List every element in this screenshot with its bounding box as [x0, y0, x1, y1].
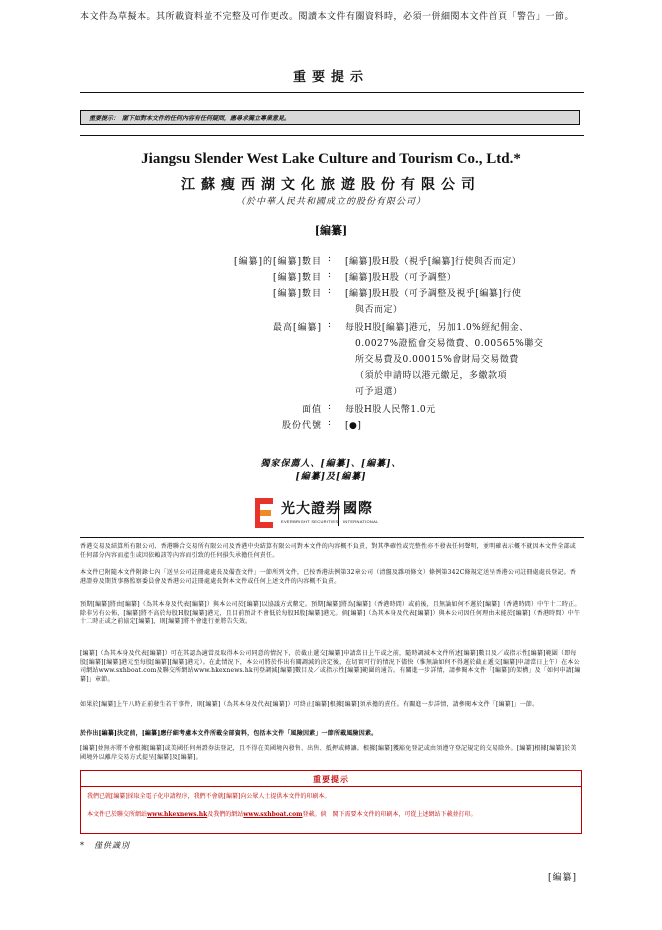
disclaimer-paragraph: 香港交易及結算所有限公司、香港聯合交易所有限公司及香港中央結算有限公司對本文件的內容概不負責，對其準確性或完整性亦不發表任何聲明，並明確表示概不就因本文件全部或任何部分內容而產生或因依賴該等內容而引致的任何損失承擔任何責任。 — [80, 543, 577, 559]
offer-row — [0, 402, 662, 418]
notice-text: 本文件已於聯交所網站 — [87, 811, 148, 818]
notice-text: 及我們的網站 — [207, 811, 244, 818]
offer-row-colon: : — [328, 254, 332, 264]
offer-row-value-line: （須於申請時以港元繳足，多繳款項 — [355, 371, 508, 381]
offer-row-colon: : — [328, 270, 332, 280]
offer-row-label: [編纂]數目 — [272, 273, 322, 283]
us-securities-paragraph: [編纂]並無亦將不會根據[編纂]或美國任何州證券法登記，且不得在美國境內發售、出售、抵押或轉讓。根據[編纂]獲豁免登記或由須遵守登記規定的交易除外。[編纂]根據[編纂]於美國境外以離岸交易方式提呈[編纂]及[編纂]。 — [80, 745, 577, 761]
offer-row — [0, 418, 662, 434]
sole-sponsor-heading — [0, 458, 662, 484]
offer-row-value-line: [編纂]股H股（視乎[編纂]行使與否而定） — [345, 257, 522, 267]
offer-row-value-line: 與否而定） — [355, 305, 403, 315]
logo-english-text: EVERBRIGHT SECURITIES — [281, 519, 339, 524]
offer-row-label: 面值 — [301, 405, 322, 415]
offer-row-value — [345, 270, 590, 286]
logo-divider — [338, 500, 339, 526]
identification-footnote: * 僅供識別 — [80, 841, 130, 850]
notice-title: 重要提示 — [313, 774, 349, 784]
offer-row-value-line: [●] — [345, 421, 362, 431]
termination-paragraph: 如果於[編纂]上午八時正前發生若干事件，則[編纂]（為其本身及代表[編纂]）可終止[編纂]根據[編纂]須承擔的責任。有關進一步詳情，請參閱本文件「[編纂]」一節。 — [80, 701, 539, 708]
logo-chinese-text: 光大證券 — [281, 501, 341, 517]
offer-row-value — [345, 402, 590, 418]
pricing-paragraph: 預期[編纂]將由[編纂]（為其本身及代表[編纂]）與本公司於[編纂]以協議方式釐定。預期[編纂]將為[編纂]（香港時間）或前後，且無論如何不遲於[編纂]（香港時間）中午十二時正。除非另有公佈，[編纂]將不高於每股H股[編纂]港元，且目前預計不會低於每股H股[編纂]港元。倘[編纂]（為其本身及代表[編纂]）與本公司因任何理由未能於[編纂]（香港時間）中午十二時正或之前協定[編纂]，則[編纂]將不會進行並將告失效。 — [80, 601, 581, 625]
company-website-link[interactable]: www.sxhboat.com — [243, 811, 303, 818]
logo-english-text-international: INTERNATIONAL — [343, 519, 379, 524]
offer-row-value — [345, 320, 590, 400]
company-incorporation-note: （於中華人民共和國成立的股份有限公司） — [235, 197, 426, 207]
risk-factors-paragraph: 於作出[編纂]決定前，[編纂]應仔細考慮本文件所載全部資料，包括本文件「風險因素」一節所載風險因素。 — [80, 730, 378, 737]
offer-row-label: 最高[編纂] — [272, 323, 322, 333]
offer-row-label: [編纂]數目 — [272, 289, 322, 299]
offer-row-colon: : — [328, 286, 332, 296]
electronic-application-notice — [80, 770, 582, 834]
logo-chinese-text-international: 國際 — [343, 501, 373, 517]
offer-row-value-line: 每股H股人民幣1.0元 — [345, 405, 436, 415]
hkexnews-link[interactable]: www.hkexnews.hk — [147, 811, 208, 818]
important-warning-box: 重要提示： 閣下如對本文件的任何內容有任何疑問，應尋求獨立專業意見。 — [80, 110, 580, 125]
notice-line: 我們已就[編纂]採取全電子化申請程序，我們不會就[編纂]向公眾人士提供本文件的印刷本。 — [87, 793, 331, 800]
offer-row-value-line: 每股H股[編纂]港元，另加1.0%經紀佣金、 — [345, 323, 529, 333]
offer-row — [0, 286, 662, 320]
offer-row-value-line: 所交易費及0.00015%會財局交易徵費 — [355, 355, 519, 365]
offer-row-label: 股份代號 — [281, 421, 322, 431]
sponsor-line: [編纂]及[編纂] — [295, 472, 367, 482]
draft-warning-note: 本文件為草擬本。其所載資料並不完整及可作更改。閱讀本文件有關資料時，必須一併細閱本文件首頁「警告」一節。 — [80, 12, 575, 22]
sponsor-line: 獨家保薦人、[編纂]、[編纂]、 — [260, 459, 402, 469]
offer-row-value — [345, 286, 590, 318]
notice-text: 登載。倘 閣下需要本文件的印刷本，可從上述網站下載並打印。 — [302, 811, 477, 818]
offer-row-colon: : — [328, 418, 332, 428]
important-notice-title: 重要提示 — [292, 70, 369, 85]
offer-row — [0, 254, 662, 270]
redacted-heading: [編纂] — [314, 224, 348, 237]
offer-row-value-line: [編纂]股H股（可予調整及視乎[編纂]行使 — [345, 289, 522, 299]
offer-row-value — [345, 254, 590, 270]
company-name-chinese: 江蘇瘦西湖文化旅遊股份有限公司 — [181, 177, 481, 193]
offer-row — [0, 270, 662, 286]
offer-row-value-line: 0.0027%證監會交易徵費、0.00565%聯交 — [355, 339, 544, 349]
notice-divider — [81, 786, 581, 787]
offer-row-value-line: [編纂]股H股（可予調整） — [345, 273, 457, 283]
registration-paragraph: 本文件已附隨本文件附錄七內「送呈公司註冊處處長及備查文件」一節所列文件，已按香港法例第32章公司（清盤及雜項條文）條例第342C條規定送呈香港公司註冊處處長登記。香港證券及期貨事務監察委員會及香港公司註冊處處長對本文件或任何上述文件的內容概不負責。 — [80, 569, 577, 585]
offer-row-value-line: 可予退還） — [355, 387, 403, 397]
reduction-paragraph: [編纂]（為其本身及代表[編纂]）可在其認為適當及取得本公司同意的情況下，於截止遞交[編纂]申請當日上午或之前，隨時調減本文件所述[編纂]數目及／或指示性[編纂]範圍（即每股[編纂][編纂]港元至每股[編纂][編纂]港元）。在此情況下，本公司將於作出有關調減的決定後，在切實可行的情況下儘快（惟無論如何不得遲於截止遞交[編纂]申請當日上午）在本公司網站www.sxhboat.com及聯交所網站www.hkexnews.hk刊登調減[編纂]數目及／或指示性[編纂]範圍的通告。有關進一步詳情，請參閱本文件「[編纂]的架構」及「如何申請[編纂]」章節。 — [80, 650, 581, 683]
everbright-logo-mark-icon — [255, 498, 273, 528]
offer-row-value — [345, 418, 590, 434]
everbright-logo — [255, 498, 415, 530]
offer-row — [0, 320, 662, 402]
divider — [80, 92, 584, 93]
offer-row-label: [編纂]的[編纂]數目 — [233, 257, 322, 267]
divider — [80, 135, 584, 136]
page-number: [編纂] — [548, 873, 578, 883]
company-name-english: Jiangsu Slender West Lake Culture and Tourism Co., Ltd.* — [141, 151, 521, 167]
notice-line — [87, 811, 575, 820]
offer-statistics — [0, 254, 662, 434]
divider — [80, 537, 584, 538]
offer-row-colon: : — [328, 320, 332, 330]
offer-row-colon: : — [328, 402, 332, 412]
